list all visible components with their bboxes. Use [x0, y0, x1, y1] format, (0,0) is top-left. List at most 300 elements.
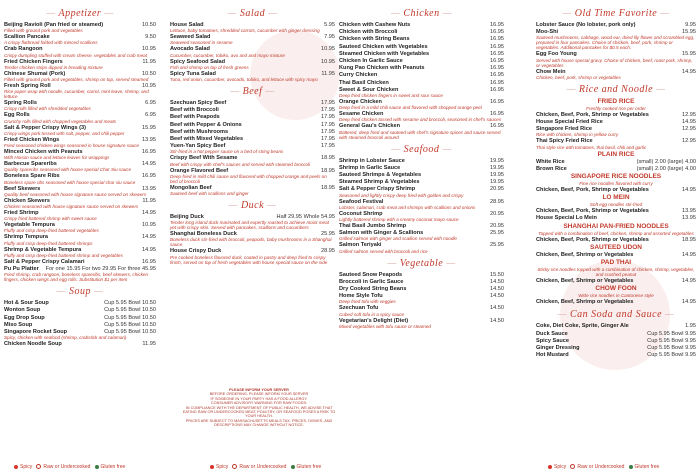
legend-spicy: Spicy [554, 464, 567, 470]
menu-item-row [339, 80, 504, 86]
menu-item-name: Kung Pao Chicken with Peanuts [339, 65, 425, 72]
menu-item-price: 18.95 [321, 184, 335, 191]
column-3 [339, 6, 504, 330]
menu-item-price: 14.95 [682, 68, 696, 75]
menu-item-price: 9.95 [685, 22, 696, 28]
menu-item-name: Singapore Fried Rice [536, 126, 592, 133]
menu-item-name: Wonton Soup [4, 307, 41, 314]
menu-item-name: Chicken, Beef, Pork, Shrimp or Vegetables [536, 187, 649, 194]
menu-item-description: Quality beef seasoned with house signature sauce served on skewers [4, 191, 147, 197]
menu-item-price: 14.50 [490, 317, 504, 324]
menu-item-description: Thai style rice with tomatoes, thai basil, chili and garlic [536, 144, 647, 150]
section-title-seafood: — Seafood — [339, 144, 504, 155]
menu-item-description: Boneless spare ribs seasoned with house special char siu sauce [4, 179, 136, 185]
soda-list [536, 323, 696, 358]
menu-item-description: Deep fried chicken tossed with sesame and broccoli, seasoned in chef's sauces [339, 117, 502, 123]
menu-item-row [339, 36, 504, 42]
menu-item [536, 331, 696, 337]
menu-item [170, 136, 335, 142]
menu-item-price: 14.95 [682, 119, 696, 126]
menu-item [170, 143, 335, 154]
legend-spicy: Spicy [20, 464, 33, 470]
menu-item-price: 6.95 [145, 112, 156, 119]
menu-item-name: House Crispy Duck [170, 248, 222, 255]
menu-item [4, 300, 156, 306]
menu-item-row [339, 51, 504, 57]
menu-item-price: 16.95 [490, 65, 504, 72]
menu-item-price: 11.95 [142, 341, 156, 348]
menu-item-price: 14.50 [490, 278, 504, 285]
menu-item-name: Szechuan Tofu [339, 305, 379, 312]
menu-item-name: Shrimp in Garlic Sauce [339, 164, 401, 171]
vegetable-list [339, 272, 504, 329]
section-title-vegetable: — Vegetable — [339, 258, 504, 269]
menu-item-price: 11.95 [321, 70, 335, 77]
menu-item-price: 16.95 [490, 29, 504, 36]
menu-item [536, 29, 696, 50]
rice-subsection-items [536, 208, 696, 221]
menu-item-name: Hot & Sour Soup [4, 300, 49, 307]
menu-item [536, 338, 696, 344]
menu-item-description: Deep-fried in mild chili sauce and flavored with chopped orange and peels on bed of broccoli [170, 173, 327, 184]
menu-item-price: 10.95 [321, 46, 335, 53]
menu-item-name: Chicken, Beef, Pork, Shrimp or Vegetables [536, 111, 649, 118]
menu-item-price: 14.95 [682, 299, 696, 306]
menu-item-name: Spicy Tuna Salad [170, 70, 216, 77]
menu-item [339, 293, 504, 304]
menu-item [4, 247, 156, 258]
menu-item [339, 242, 504, 253]
legend-middle [210, 464, 321, 470]
menu-item-price: 15.50 [490, 271, 504, 278]
menu-item [339, 179, 504, 185]
menu-item-name: Beef with Peapods [170, 114, 220, 121]
menu-item-name: Coke, Diet Coke, Sprite, Ginger Ale [536, 323, 629, 330]
menu-item-name: Fried Chicken Wings [4, 136, 60, 143]
section-title-appetizer: — Appetizer — [4, 8, 156, 19]
menu-item-price: 14.95 [142, 246, 156, 253]
menu-item-name: Sweet & Sour Chicken [339, 86, 399, 93]
menu-item [4, 234, 156, 245]
menu-item [4, 266, 156, 282]
menu-item-description: Fried shrimp, crab rangoon, boneless spareribs, beef skewers, chicken fingers, chicken wings and egg rolls. Substitution $1 per item [4, 272, 149, 283]
menu-item-name: Yuen-Yan Spicy Beef [170, 143, 226, 150]
menu-item-name: Curry Chicken [339, 72, 378, 79]
menu-item-name: Singapore Rocket Soup [4, 329, 68, 336]
menu-item-description: Mixed vegetables with tofu sauce or steamed [339, 323, 431, 329]
menu-item-row [536, 159, 696, 165]
menu-item-description: Boneless duck stir-fried with broccoli, peapods, baby mushrooms in a Shanghai sauce [170, 237, 332, 248]
menu-item [4, 259, 156, 265]
appetizer-list [4, 22, 156, 282]
section-title-salad: — Salad — [170, 8, 335, 19]
menu-item [4, 46, 156, 57]
menu-item [339, 36, 504, 42]
menu-item-price: 10.95 [142, 222, 156, 229]
menu-item [4, 149, 156, 160]
menu-item-description: With Hoison sauce and lettuce leaves for wrappings [4, 155, 110, 161]
menu-item [536, 187, 696, 193]
menu-item-price: 10.95 [142, 46, 156, 53]
menu-item-name: Shrimp & Vegetable Tempura [4, 246, 82, 253]
menu-item [339, 22, 504, 28]
menu-item [4, 173, 156, 184]
menu-item-name: Home Style Tofu [339, 293, 383, 300]
menu-item-description: Stir-fried in a hot pepper sauce on a bed of string beans [170, 149, 284, 155]
menu-item-description: Grilled salmon served with broccoli and rice [339, 248, 428, 254]
menu-item-price: 16.95 [142, 258, 156, 265]
menu-item [4, 83, 156, 99]
notice-lines [180, 392, 338, 427]
menu-item [170, 46, 335, 57]
menu-item-name: Orange Chicken [339, 99, 382, 106]
menu-item-name: Chicken In Garlic Sauce [339, 58, 403, 65]
menu-item-row [339, 72, 504, 78]
rice-subsection-note: Topped with a combination of beef, chicken, shrimp and assorted vegetables [538, 230, 694, 236]
menu-item-price: 19.95 [490, 157, 504, 164]
menu-item [170, 231, 335, 247]
menu-item [170, 214, 335, 230]
menu-item-name: Lobster Sauce (No lobster, pork only) [536, 22, 636, 28]
rice-subsection-heading: SHANGHAI PAN-FRIED NOODLES [563, 222, 669, 230]
rice-subsection-note: Soft egg noodles stir-fried [589, 202, 643, 208]
column-4 [536, 6, 696, 359]
menu-item [339, 230, 504, 241]
menu-item-name: Beef with Broccoli [170, 107, 219, 114]
menu-item-name: Fried Chicken Fingers [4, 58, 63, 65]
menu-item [536, 352, 696, 358]
menu-item [339, 99, 504, 110]
menu-item-row [536, 338, 696, 344]
menu-item-row [4, 322, 156, 328]
menu-item-price: Cup 5.95 Bowl 10.50 [104, 307, 156, 314]
rice-subsection-heading: CHOW FOON [595, 285, 637, 293]
menu-item-name: Pu Pu Platter [4, 266, 39, 273]
menu-item-price: 13.95 [682, 208, 696, 215]
menu-item-price: 10.50 [142, 70, 156, 77]
menu-item [339, 65, 504, 71]
menu-item-price: 19.95 [490, 179, 504, 186]
menu-item [170, 185, 335, 196]
menu-item-row [4, 341, 156, 347]
menu-item-name: Szechuan Spicy Beef [170, 100, 227, 107]
menu-item-name: Barbecue Spareribs [4, 161, 57, 168]
menu-item [170, 22, 335, 33]
menu-item-name: Ginger Dressing [536, 345, 580, 352]
menu-item-price: 5.95 [324, 22, 335, 28]
rice-subsection-heading: SAUTEED UDON [589, 243, 642, 251]
menu-item [339, 305, 504, 316]
menu-item-row [170, 122, 335, 128]
menu-item-price: 7.95 [324, 34, 335, 41]
menu-item-price: 19.95 [490, 172, 504, 179]
menu-item-row [339, 44, 504, 50]
menu-item [339, 172, 504, 178]
menu-item-row [170, 114, 335, 120]
menu-item [170, 129, 335, 135]
menu-item-description: Sauteed mushrooms, cabbage, wood ear, dried lily flower and scrambled egg, prepared in four pancakes. Choice of chicken, beef, pork, shrimp or vegetables. Additional pancakes for $0.5 each. [536, 35, 695, 51]
menu-item [536, 278, 696, 284]
menu-item-row [339, 286, 504, 292]
menu-item-price: 16.95 [490, 72, 504, 79]
legend-raw: Raw or Undercooked [43, 464, 91, 470]
notice-heading: PLEASE INFORM YOUR SERVER [229, 388, 289, 392]
menu-item-price: Cup 5.95 Bowl 10.50 [104, 321, 156, 328]
menu-item-row [170, 100, 335, 106]
menu-item [536, 215, 696, 221]
menu-item-name: Chicken Skewers [4, 197, 51, 204]
menu-item-price: 28.95 [321, 248, 335, 255]
menu-item-description: Crispy rolls filled with shredded vegetables [4, 106, 91, 112]
menu-item-price: 12.95 [682, 138, 696, 145]
menu-item-row [339, 223, 504, 229]
menu-item [536, 166, 696, 172]
menu-item-row [339, 172, 504, 178]
menu-item-name: Seaweed Salad [170, 34, 211, 41]
menu-item-price: 17.95 [321, 136, 335, 143]
menu-item-price: 14.50 [490, 286, 504, 293]
menu-item-price: 20.95 [490, 223, 504, 230]
menu-item-row [536, 215, 696, 221]
menu-item-name: Hot Mustard [536, 352, 569, 359]
allergy-notice [180, 388, 338, 428]
duck-list [170, 214, 335, 265]
menu-item-row [536, 299, 696, 305]
menu-item-name: General Gau's Chicken [339, 123, 401, 130]
menu-item [339, 58, 504, 64]
menu-item [170, 107, 335, 113]
menu-item-description: Filled with ground pork and vegetables, shrimp on top, served steamed [4, 77, 149, 83]
menu-item-name: Sesame Chicken [339, 111, 384, 118]
rice-subsection-heading: SINGAPORE RICE NOODLES [570, 173, 662, 181]
menu-item-row [536, 208, 696, 214]
menu-item [339, 29, 504, 35]
menu-item [339, 44, 504, 50]
menu-item-price: 14.95 [142, 210, 156, 217]
menu-item-description: Chicken, beef, pork, shrimp or vegetables [536, 74, 621, 80]
menu-item-price: 17.95 [321, 100, 335, 107]
menu-item-row [536, 352, 696, 358]
menu-item [339, 80, 504, 86]
menu-item-description: Grilled salmon with ginger and scallion served with noodle [339, 236, 457, 242]
menu-item [4, 71, 156, 82]
menu-item [4, 161, 156, 172]
menu-item-row [4, 259, 156, 265]
menu-item-name: Salt & Pepper Crispy Wings (3) [4, 124, 87, 131]
menu-item [339, 272, 504, 278]
menu-item-price: 16.95 [490, 22, 504, 28]
menu-item-price: 16.95 [490, 123, 504, 130]
menu-item-name: House Special Lo Mein [536, 215, 597, 222]
menu-item-price: 25.95 [490, 242, 504, 249]
menu-item-name: Chicken, Beef, Pork, Shrimp or Vegetables [536, 208, 649, 215]
section-title-beef: — Beef — [170, 86, 335, 97]
menu-item-price: 17.95 [321, 121, 335, 128]
menu-item-description: Tender long island duck marinated and expertly roasted to achieve moist meat yet with crispy skin. Served with pancakes, scallions and cucumbers [170, 220, 329, 231]
menu-item-price: 20.95 [490, 210, 504, 217]
menu-item [4, 137, 156, 148]
menu-item-description: Quality spareribs seasoned with house special Char Siu sauce [4, 167, 132, 173]
menu-item-price: 17.95 [321, 128, 335, 135]
menu-item-name: Steamed Shrimp & Vegetables [339, 179, 420, 186]
menu-item-name: Spring Rolls [4, 100, 37, 107]
menu-item-description: Crispy dumpling stuffed with cream cheese, vegetables and crab meat [4, 52, 147, 58]
gluten-free-icon [95, 465, 99, 469]
notice-line: IN COMPLIANCE WITH THE DEPARTMENT OF PUBLIC HEALTH, WE ADVISE THAT EATING RAW OR UNDERCOOKED MEAT, POULTRY, OR SEAFOOD POSES A RISK TO YOUR HEALTH. [182, 405, 336, 419]
menu-item-row [339, 272, 504, 278]
menu-item-price: 17.95 [321, 107, 335, 114]
menu-item-name: Crispy Beef With Sesame [170, 155, 238, 162]
raw-icon [36, 464, 41, 469]
menu-item [339, 286, 504, 292]
spicy-icon [14, 465, 18, 469]
menu-item-name: Beef with Mixed Vegetables [170, 136, 244, 143]
menu-item-price: 16.95 [490, 99, 504, 106]
menu-item-price: 16.95 [490, 86, 504, 93]
menu-item-price: 25.95 [321, 231, 335, 238]
menu-item [339, 158, 504, 164]
menu-item [339, 318, 504, 329]
menu-item-name: Mongolian Beef [170, 184, 212, 191]
menu-item-name: Broccoli in Garlic Sauce [339, 278, 404, 285]
menu-item-name: Beef with Pepper & Onions [170, 121, 242, 128]
menu-item-price: 11.95 [142, 197, 156, 204]
menu-item-description: Fish and shrimp on top of fresh greens [170, 64, 249, 70]
menu-item [339, 199, 504, 210]
menu-item-row [536, 119, 696, 125]
menu-item-row [170, 129, 335, 135]
menu-item [339, 111, 504, 122]
menu-item [170, 34, 335, 45]
menu-item-price: 25.95 [490, 230, 504, 237]
menu-item-description: Fluffy and crisp deep-fried battered shrimp and vegetables [4, 252, 123, 258]
menu-item [536, 208, 696, 214]
rice-subsection-heading: FRIED RICE [597, 97, 635, 105]
menu-item-name: House Special Fried Rice [536, 119, 603, 126]
rice-subsection-items [536, 187, 696, 193]
menu-item-name: Dry Cooked String Beans [339, 286, 407, 293]
menu-item-price: (small) 2.00 (large) 4.00 [636, 165, 696, 172]
menu-item-price: 12.95 [682, 126, 696, 133]
section-title-old-time-favorite: — Old Time Favorite — [536, 8, 696, 19]
menu-item-description: Tuna, red onion, cucumber, avocado, tobiko, and lettuce with spicy mayo [170, 77, 318, 83]
menu-item-price: 17.95 [321, 143, 335, 150]
menu-item-name: Miso Soup [4, 321, 33, 328]
menu-item-name: Sauteed Snow Peapods [339, 271, 403, 278]
menu-item-price: 19.95 [490, 164, 504, 171]
chicken-list [339, 22, 504, 140]
salad-list [170, 22, 335, 82]
menu-item [4, 341, 156, 347]
menu-item-description: Filled with ground pork and vegetables [4, 28, 83, 34]
seafood-list [339, 158, 504, 254]
menu-item [536, 237, 696, 243]
menu-item-price: 16.95 [490, 50, 504, 57]
menu-item [170, 168, 335, 184]
menu-item-price: 14.95 [142, 161, 156, 168]
menu-item-description: Fluffy and crisp deep-fried battered shrimps [4, 240, 93, 246]
section-title-soda-sauce: — Can Soda and Sauce — [536, 309, 696, 320]
menu-item [339, 279, 504, 285]
menu-item-price: 13.95 [142, 136, 156, 143]
menu-item [536, 138, 696, 149]
menu-item [4, 34, 156, 45]
menu-item [536, 345, 696, 351]
menu-item-name: Salt & Pepper Crispy Calamari [4, 258, 85, 265]
menu-item-name: Salmon with Ginger & Scallions [339, 230, 424, 237]
menu-item-price: 11.95 [142, 58, 156, 65]
menu-item-name: Chow Mein [536, 68, 566, 75]
menu-item-price: 14.95 [682, 278, 696, 285]
beef-list [170, 100, 335, 196]
menu-item-row [339, 29, 504, 35]
menu-item-row [536, 278, 696, 284]
menu-item-price: Half 29.95 Whole 54.95 [276, 214, 335, 221]
menu-item [4, 186, 156, 197]
oldtime-list [536, 22, 696, 80]
menu-item-name: Chicken, Beef, Shrimp or Vegetables [536, 278, 634, 285]
menu-item-name: Brown Rice [536, 165, 567, 172]
menu-item-price: 18.95 [682, 236, 696, 243]
menu-item-name: Egg Rolls [4, 112, 30, 119]
menu-item-description: Crispy wings pork tossed with salt, pepper, and chili pepper [4, 130, 125, 136]
menu-item-description: Cubed soft tofu in a spicy sauce [339, 311, 405, 317]
menu-item-price: 14.95 [682, 251, 696, 258]
column-1 [4, 6, 156, 348]
legend-raw: Raw or Undercooked [577, 464, 625, 470]
column-2 [170, 6, 335, 266]
menu-item [170, 100, 335, 106]
menu-item-description: Seaweed seasoned in sesame [170, 40, 233, 46]
menu-item-name: Thai Basil Chicken [339, 79, 389, 86]
menu-item-price: 18.95 [321, 167, 335, 174]
menu-item-row [536, 112, 696, 118]
menu-item [339, 211, 504, 222]
legend-gf: Gluten free [296, 464, 322, 470]
menu-item-price: Cup 5.95 Bowl 9.95 [647, 330, 696, 337]
menu-item-name: Fresh Spring Roll [4, 83, 51, 90]
menu-item-price: 16.95 [490, 79, 504, 86]
menu-item-price: 16.95 [490, 36, 504, 43]
menu-item-row [339, 58, 504, 64]
menu-item [4, 100, 156, 111]
menu-item-row [339, 165, 504, 171]
section-title-soup: — Soup — [4, 286, 156, 297]
menu-item-price: Cup 5.95 Bowl 9.95 [647, 345, 696, 352]
menu-item [339, 186, 504, 197]
menu-item-row [339, 179, 504, 185]
menu-item-price: 28.95 [490, 198, 504, 205]
menu-item [536, 323, 696, 329]
menu-item [170, 114, 335, 120]
rice-subsection-note: Fine rice noodles flavored with curry [579, 181, 653, 187]
rice-subsection-heading: LO MEIN [602, 194, 630, 202]
menu-item-name: Sauteed Chicken with Vegetables [339, 43, 428, 50]
menu-item-name: Chinese Shumai (Pork) [4, 70, 66, 77]
menu-item [536, 69, 696, 80]
menu-item [4, 329, 156, 340]
menu-item-row [536, 345, 696, 351]
menu-item-description: Beef with crispy with chef's sauces and served with steamed broccoli [170, 161, 311, 167]
menu-item [536, 119, 696, 125]
menu-item-description: Deep fried chicken fingers in sweet and sour sauce [339, 93, 443, 99]
menu-item-name: Shrimp in Lobster Sauce [339, 157, 405, 164]
menu-item-price: 10.95 [321, 58, 335, 65]
menu-item-row [339, 22, 504, 28]
section-title-duck: — Duck — [170, 200, 335, 211]
menu-item-price: 10.50 [142, 22, 156, 28]
rice-subsection-heading: PAD THAI [600, 259, 632, 267]
